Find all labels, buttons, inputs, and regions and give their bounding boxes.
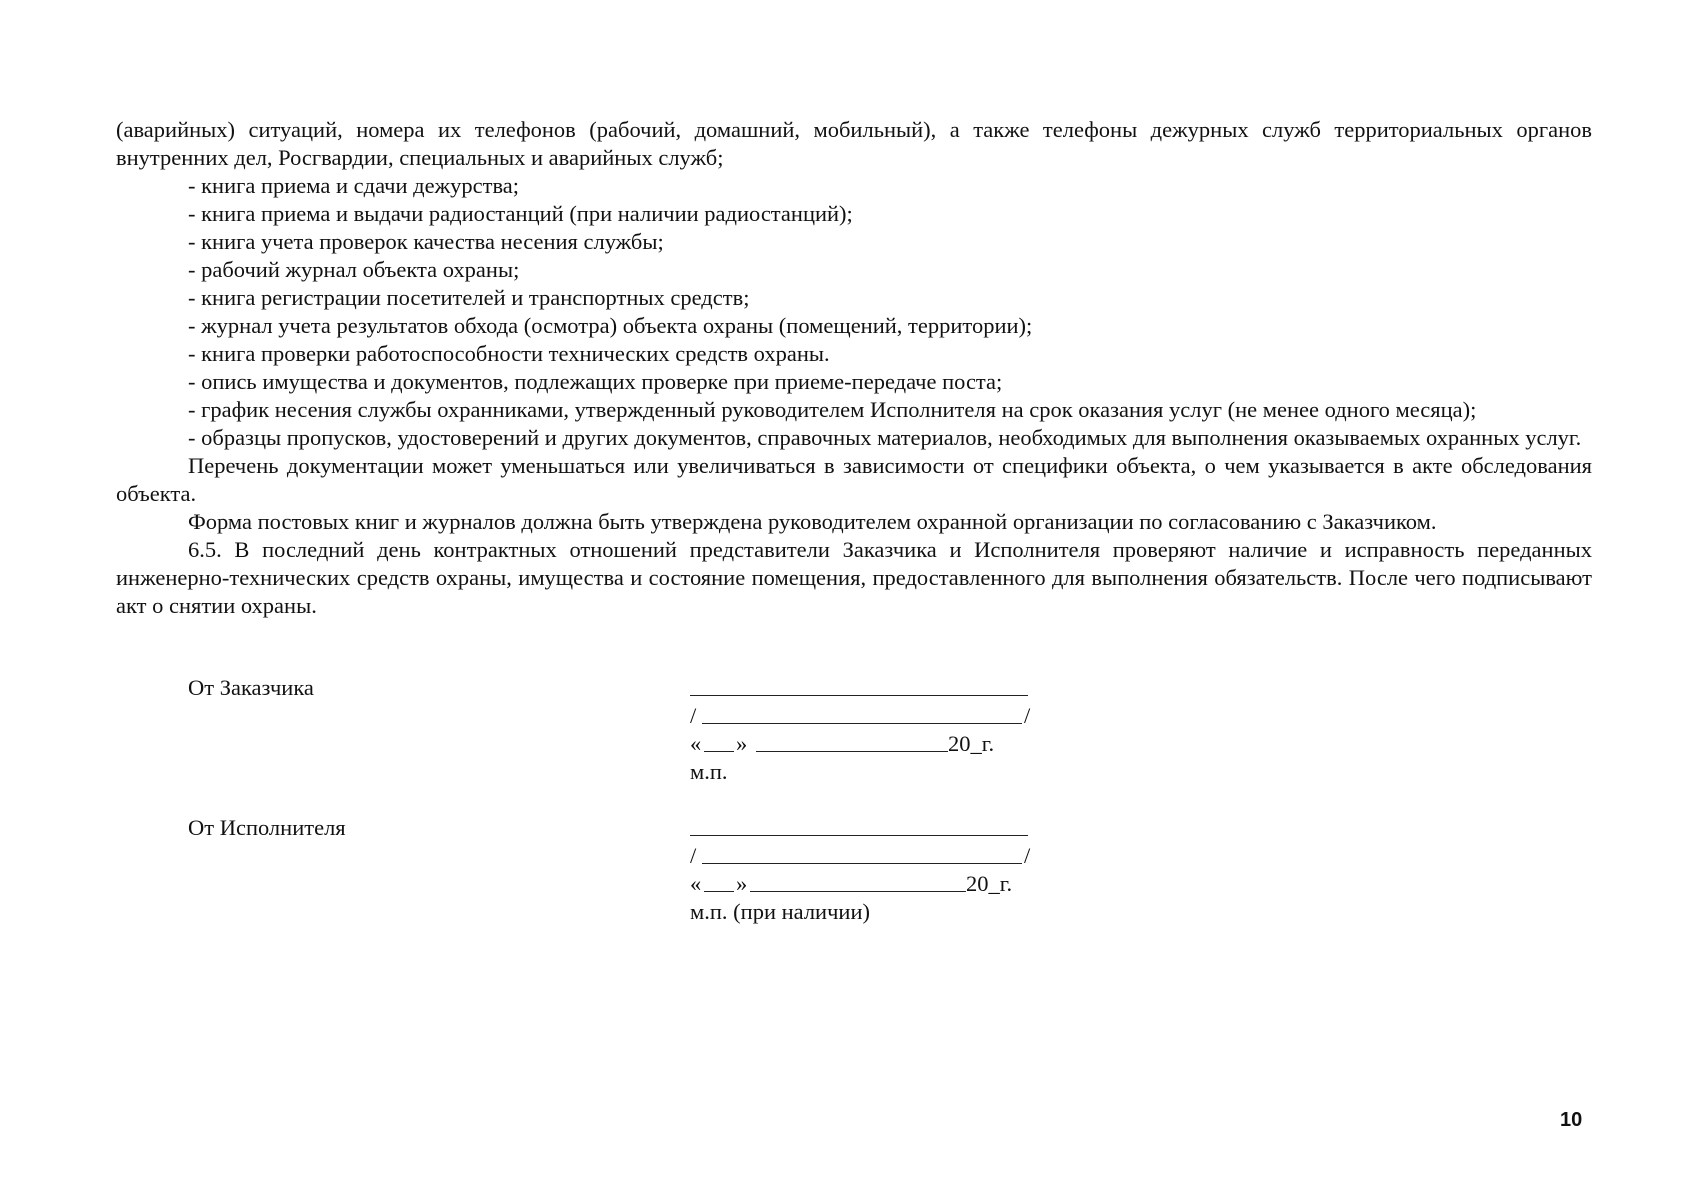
list-item: - книга проверки работоспособности технических средств охраны.: [188, 341, 830, 366]
signature-rule: [690, 695, 1028, 696]
year-text: 20_г.: [966, 871, 1013, 896]
month-rule: [756, 751, 948, 752]
name-line: [690, 842, 1050, 870]
slash-left: /: [690, 703, 697, 728]
signature-rule: [690, 835, 1028, 836]
name-rule: [702, 723, 1022, 724]
month-rule: [750, 891, 966, 892]
quote-open: «: [690, 731, 702, 756]
quote-close: »: [736, 731, 748, 756]
year-text: 20_г.: [948, 731, 995, 756]
stamp-line: [690, 758, 1050, 786]
page-number: 10: [1560, 1109, 1583, 1131]
list-item: - график несения службы охранниками, утвержденный руководителем Исполнителя на срок оказания услуг (не менее одного месяца);: [188, 397, 1477, 422]
customer-signature-fields: [690, 674, 1050, 786]
document-body: [116, 116, 1592, 620]
quote-open: «: [690, 871, 702, 896]
list-item: - рабочий журнал объекта охраны;: [188, 257, 520, 282]
customer-label: От Заказчика: [188, 675, 314, 700]
slash-right: /: [1024, 843, 1031, 868]
slash-right: /: [1024, 703, 1031, 728]
stamp-label: м.п. (при наличии): [690, 899, 870, 924]
contractor-signature-fields: [690, 814, 1050, 926]
list-item: - журнал учета результатов обхода (осмотра) объекта охраны (помещений, территории);: [188, 313, 1033, 338]
list-item: - книга приема и выдачи радиостанций (при наличии радиостанций);: [188, 201, 853, 226]
stamp-line: [690, 898, 1050, 926]
signature-line: [690, 814, 1050, 842]
signature-line: [690, 674, 1050, 702]
date-line: [690, 730, 1050, 758]
name-rule: [702, 863, 1022, 864]
list-item: - книга учета проверок качества несения службы;: [188, 229, 664, 254]
quote-close: »: [736, 871, 748, 896]
slash-left: /: [690, 843, 697, 868]
list-item: - образцы пропусков, удостоверений и других документов, справочных материалов, необходимых для выполнения оказываемых охранных услуг.: [188, 425, 1582, 450]
documentation-list: [116, 172, 1592, 452]
stamp-label: м.п.: [690, 759, 728, 784]
paragraph-list-may-change: Перечень документации может уменьшаться или увеличиваться в зависимости от специфики объекта, о чем указывается в акте обследования объекта.: [116, 453, 1592, 506]
paragraph-6-5: 6.5. В последний день контрактных отношений представители Заказчика и Исполнителя проверяют наличие и исправность переданных инженерно-технических средств охраны, имущества и состояние помещения, предоставленного для выполнения обязательств. После чего подписывают акт о снятии охраны.: [116, 537, 1592, 618]
contractor-label: От Исполнителя: [188, 815, 346, 840]
paragraph-emergency-contacts: (аварийных) ситуаций, номера их телефонов (рабочий, домашний, мобильный), а также телефоны дежурных служб территориальных органов внутренних дел, Росгвардии, специальных и аварийных служб;: [116, 117, 1592, 170]
paragraph-form-approval: Форма постовых книг и журналов должна быть утверждена руководителем охранной организации по согласованию с Заказчиком.: [188, 509, 1437, 534]
day-rule: [704, 751, 734, 752]
day-rule: [704, 891, 734, 892]
list-item: - книга регистрации посетителей и транспортных средств;: [188, 285, 750, 310]
name-line: [690, 702, 1050, 730]
list-item: - книга приема и сдачи дежурства;: [188, 173, 520, 198]
date-line: [690, 870, 1050, 898]
list-item: - опись имущества и документов, подлежащих проверке при приеме-передаче поста;: [188, 369, 1003, 394]
